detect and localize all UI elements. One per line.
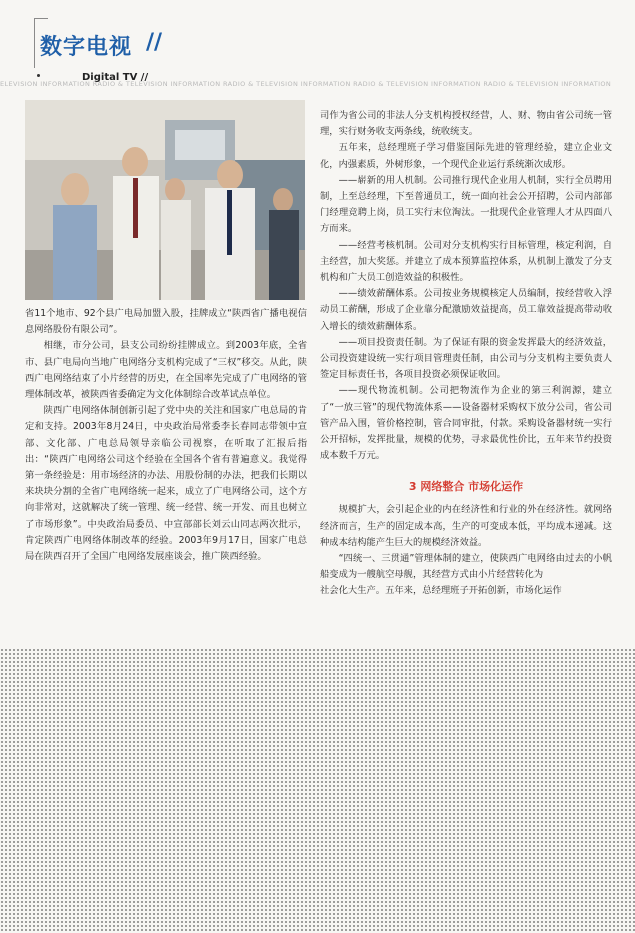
right-column xyxy=(320,108,612,600)
news-photo xyxy=(25,100,305,300)
right-paragraph-5: ——绩效薪酬体系。公司按业务规模核定人员编制，按经营收入浮动员工薪酬，形成了企业靠分配激励效益提高，员工靠效益提高带动收入增长的绩效薪酬体系。 xyxy=(320,288,612,332)
right-paragraph-3: ——崭新的用人机制。公司推行现代企业用人机制，实行全员聘用制，上至总经理，下至普通员工，统一面向社会公开招聘，公司内部部门经理竞聘上岗，员工实行末位淘汰。一批现代企业管理人才从四面八方而来。 xyxy=(320,174,612,235)
left-paragraph-2: 相继，市分公司，县支公司纷纷挂牌成立。到2003年底，全省市、县广电局向当地广电网络分支机构完成了“三权”移交。从此，陕西广电网络结束了小片经营的历史，在全国率先完成了广电网络的管理体制改革，被陕西省委确定为文化体制综合改革试点单位。 xyxy=(25,340,307,401)
header-strip: ELEVISION INFORMATION RADIO & TELEVISION INFORMATION RADIO & TELEVISION INFORMATION RADIO & TELEVISION INFORMATION RADIO & TELEVISION INFORMATION xyxy=(0,80,612,88)
right-clipped-line: 社会化大生产。五年来，总经理班子开拓创新，市场化运作 xyxy=(320,585,562,597)
right-paragraph-9: “四统一、三贯通”管理体制的建立，使陕西广电网络由过去的小帆船变成为一艘航空母舰，其经营方式由小片经营转化为 xyxy=(320,553,612,581)
right-paragraph-7: ——现代物流机制。公司把物流作为企业的第三利润源，建立了“一放三管”的现代物流体系——设备器材采购权下放分公司，省公司管产品入围，管价格控制，管合同审批，付款。采购设备器材统一实行公开招标，发挥批量，规模的优势，寻求最优性价比，五年来节约投资成本数千万元。 xyxy=(320,385,612,462)
right-paragraph-2: 五年来，总经理班子学习借鉴国际先进的管理经验，建立企业文化，内强素质，外树形象，一个现代企业运行系统渐次成形。 xyxy=(320,142,612,170)
section-heading: 3 网络整合 市场化运作 xyxy=(408,480,524,494)
right-paragraph-1: 司作为省公司的非法人分支机构授权经营，人、财、物由省公司统一管理，实行财务收支两条线，统收统支。 xyxy=(320,110,612,138)
right-paragraph-8: 规模扩大，会引起企业的内在经济性和行业的外在经济性。就网络经济而言，生产的固定成本高，生产的可变成本低，平均成本递减。这种成本结构能产生巨大的规模经济效益。 xyxy=(320,504,612,548)
header-frame-line xyxy=(34,18,35,68)
section-subtitle: Digital TV // xyxy=(82,72,149,83)
header-dot xyxy=(37,74,40,77)
header-frame-top xyxy=(34,18,48,19)
right-paragraph-4: ——经营考核机制。公司对分支机构实行目标管理，核定利润，自主经营，加大奖惩。并建立了成本预算监控体系，从机制上激发了分支机构和广大员工创造效益的积极性。 xyxy=(320,239,612,284)
left-paragraph-1: 省11个地市、92个县广电局加盟入股，挂牌成立“陕西省广播电视信息网络股份有限公司”。 xyxy=(25,308,307,336)
photo-illustration xyxy=(25,100,305,300)
section-title-slash: // xyxy=(146,30,163,55)
left-column xyxy=(25,306,307,565)
section-title: 数字电视 xyxy=(40,35,133,60)
left-paragraph-3: 陕西广电网络体制创新引起了党中央的关注和国家广电总局的肯定和支持。2003年8月24日，中央政治局常委李长春同志带领中宣部、文化部、广电总局领导亲临公司视察，在听取了汇报后指出：“陕西广电网络公司这个经验在全国各个省有普遍意义。我觉得第一条经验是：用市场经济的办法、用股份制的办法，把我们长期以来块块分割的全省广电网络统一起来，成立了广电网络公司，这个方向非常对，这就解决了统一管理、统一经营、统一开发、而且也树立了市场形象”。中央政治局委员、中宣部部长刘云山同志两次批示，肯定陕西广电网络体制改革的经验。2003年9月17日，国家广电总局在陕西召开了全国广电网络发展座谈会，推广陕西经验。 xyxy=(25,405,307,563)
halftone-dot-pattern xyxy=(0,648,635,933)
right-paragraph-6: ——项目投资责任制。为了保证有限的资金发挥最大的经济效益，公司投资建设统一实行项目管理责任制，由公司与分支机构主要负责人签定目标责任书，各项目投资必须保证收回。 xyxy=(320,336,612,381)
